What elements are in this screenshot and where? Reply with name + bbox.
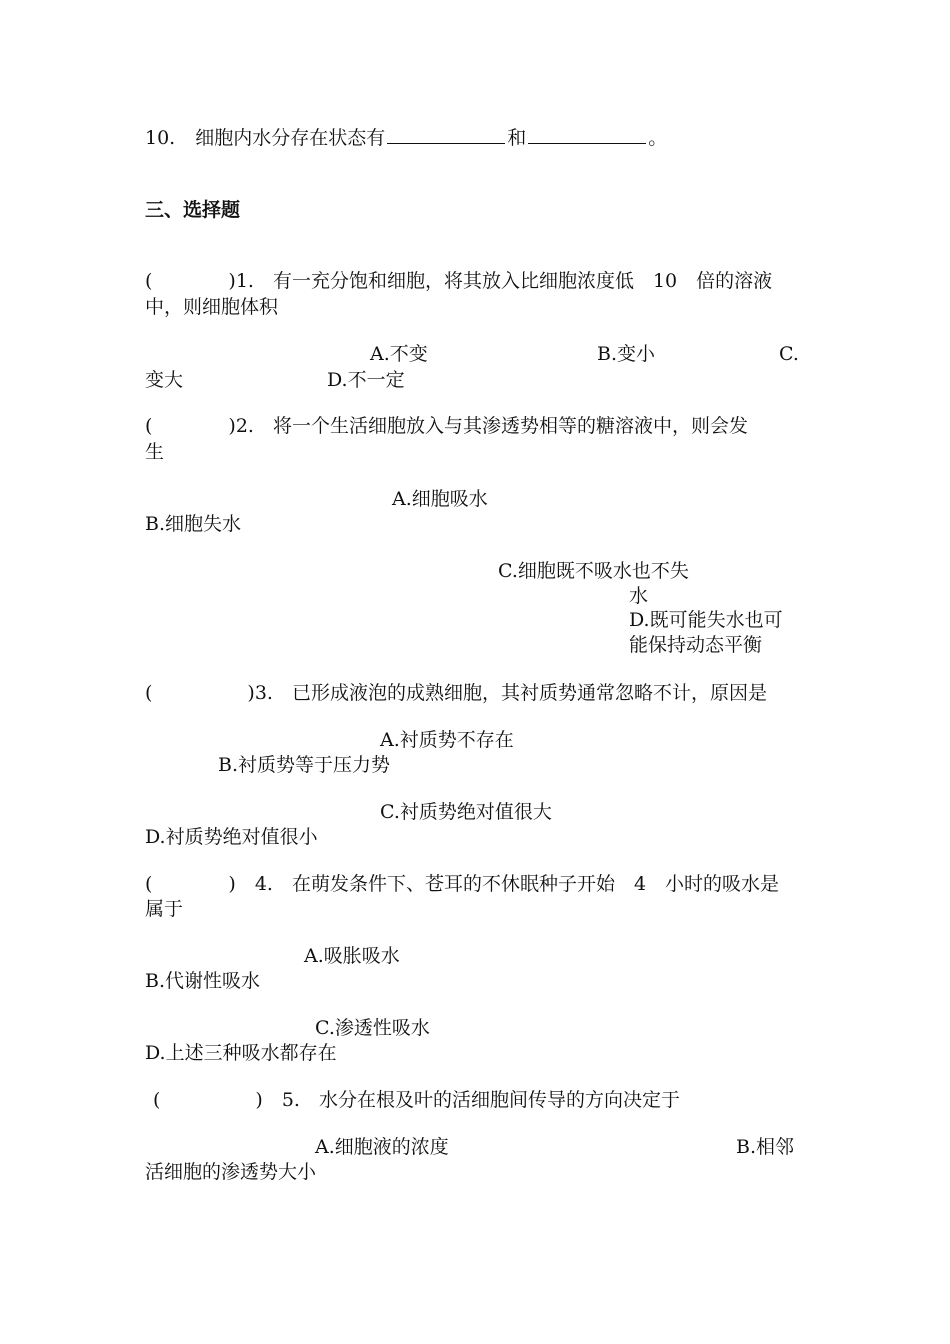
question-1-line-2: 中，则细胞体积 (145, 296, 279, 318)
q2-option-b: B.细胞失水 (145, 513, 242, 535)
q1-option-b: B.变小 (597, 343, 656, 365)
q3-option-d: D.衬质势绝对值很小 (145, 826, 318, 848)
q4-option-d: D.上述三种吸水都存在 (145, 1042, 337, 1064)
q4-option-a: A.吸胀吸水 (304, 945, 400, 967)
question-connector: 和 (507, 127, 527, 149)
question-3-line-1: ( )3. 已形成液泡的成熟细胞，其衬质势通常忽略不计，原因是 (145, 682, 767, 704)
q1-option-c: C. (779, 343, 799, 365)
q2-option-a: A.细胞吸水 (392, 488, 488, 510)
question-2-line-1: ( )2. 将一个生活细胞放入与其渗透势相等的糖溶液中，则会发 (145, 415, 748, 437)
question-text: 细胞内水分存在状态有 (195, 127, 386, 149)
question-4-line-1: ( ) 4. 在萌发条件下、苍耳的不休眠种子开始 4 小时的吸水是 (145, 873, 780, 895)
q3-option-a: A.衬质势不存在 (380, 729, 514, 751)
q3-option-b: B.衬质势等于压力势 (218, 754, 391, 776)
question-2-line-2: 生 (145, 441, 165, 463)
section-title: 三、选择题 (145, 199, 241, 221)
q5-option-b-cont: 活细胞的渗透势大小 (145, 1161, 317, 1183)
q2-option-c-cont: 水 (629, 585, 649, 607)
question-number: 10. (145, 127, 176, 149)
q4-option-c: C.渗透性吸水 (315, 1017, 430, 1039)
answer-blank-1[interactable] (387, 125, 505, 144)
q4-option-b: B.代谢性吸水 (145, 970, 261, 992)
answer-blank-2[interactable] (528, 125, 646, 144)
q5-option-a: A.细胞液的浓度 (315, 1136, 449, 1158)
q3-option-c: C.衬质势绝对值很大 (380, 801, 552, 823)
q2-option-c: C.细胞既不吸水也不失 (498, 560, 689, 582)
question-5-line-1: ( ) 5. 水分在根及叶的活细胞间传导的方向决定于 (153, 1089, 680, 1111)
q1-option-c-cont: 变大 (145, 369, 184, 391)
q2-option-d: D.既可能失水也可 (629, 609, 783, 631)
question-10 (145, 125, 667, 151)
question-1-line-1: ( )1. 有一充分饱和细胞，将其放入比细胞浓度低 10 倍的溶液 (145, 270, 773, 292)
q5-option-b: B.相邻 (736, 1136, 795, 1158)
question-end: 。 (648, 127, 668, 149)
question-4-line-2: 属于 (145, 898, 184, 920)
q1-option-a: A.不变 (370, 343, 428, 365)
q2-option-d-cont: 能保持动态平衡 (629, 634, 763, 656)
q1-option-d: D.不一定 (327, 369, 405, 391)
